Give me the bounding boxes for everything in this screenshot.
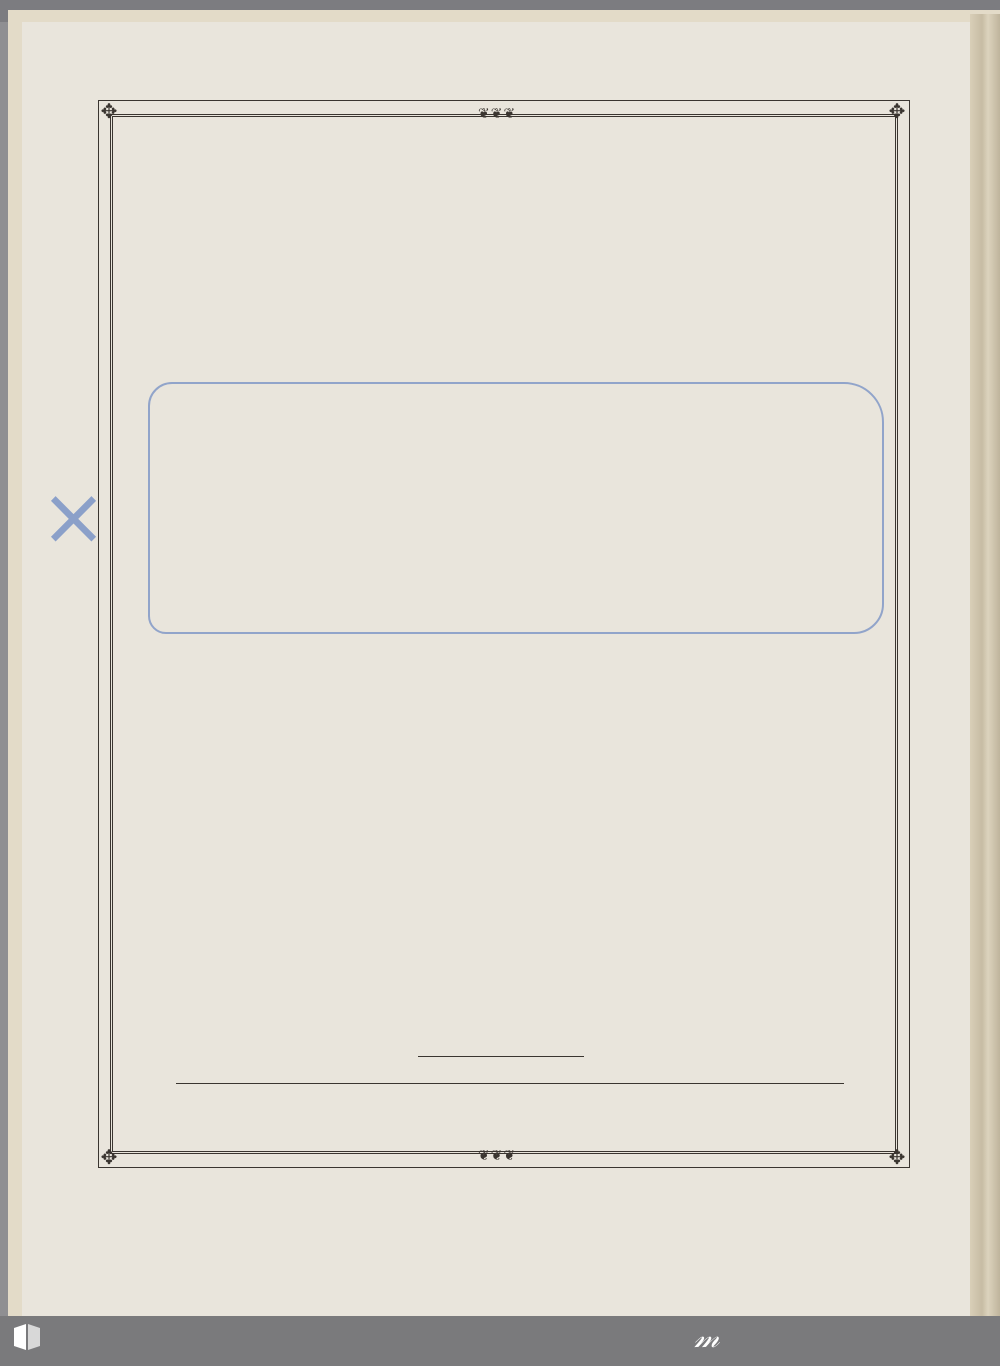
underline-rule: [418, 1056, 584, 1057]
frame-corner-ornament-icon: ✥: [888, 1145, 906, 1169]
frame-corner-ornament-icon: ✥: [100, 99, 118, 123]
frame-top-ornament-icon: ❦❦❦: [478, 106, 517, 122]
hfm-logo-icon: 𝓂: [694, 1320, 720, 1355]
decorative-frame-inner: [110, 114, 898, 1154]
pencil-cross-mark-icon: ×: [40, 470, 108, 563]
book-page-edges: [970, 14, 1000, 1316]
frame-corner-ornament-icon: ✥: [888, 99, 906, 123]
frame-corner-ornament-icon: ✥: [100, 1145, 118, 1169]
section-divider: [176, 1083, 844, 1084]
slub-logo-icon: [12, 1322, 42, 1352]
frame-bottom-ornament-icon: ❦❦❦: [478, 1148, 517, 1164]
library-footer-bar: [0, 1316, 1000, 1366]
pencil-bracket-mark: [148, 382, 884, 634]
